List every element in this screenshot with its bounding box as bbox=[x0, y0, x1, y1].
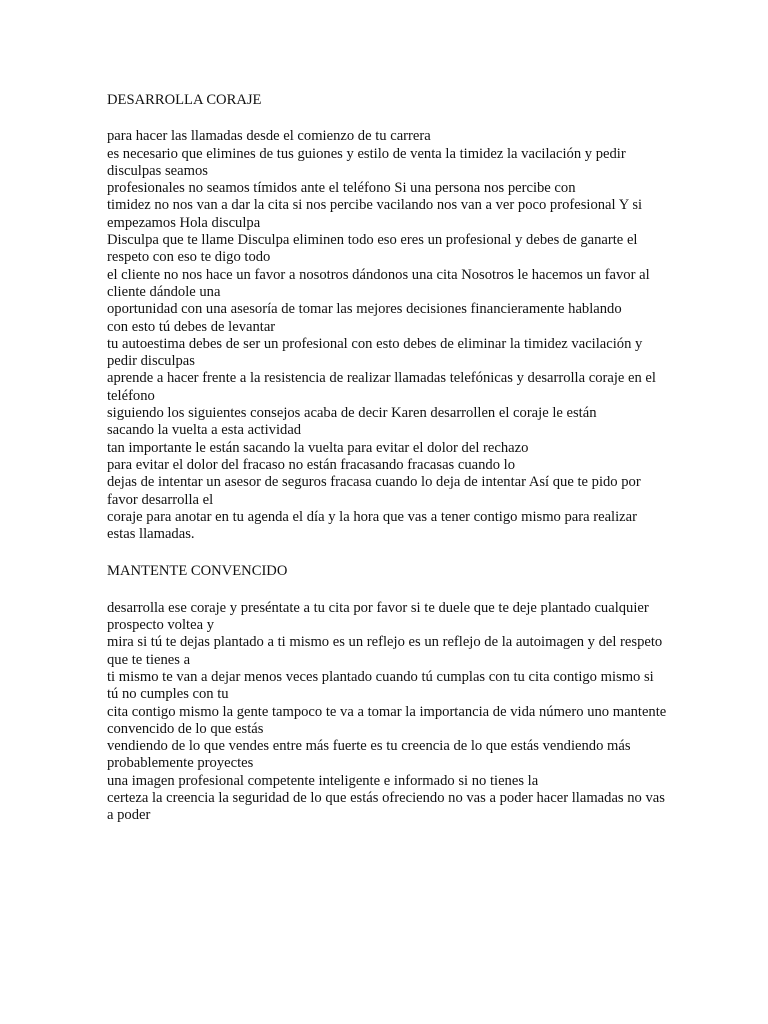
paragraph-line: aprende a hacer frente a la resistencia de realizar llamadas telefónicas y desarrolla coraje en el teléfono bbox=[107, 370, 656, 404]
paragraph-line: una imagen profesional competente inteligente e informado si no tienes la bbox=[107, 772, 539, 789]
paragraph-line: oportunidad con una asesoría de tomar las mejores decisiones financieramente hablando bbox=[107, 301, 622, 318]
spacer bbox=[107, 109, 667, 128]
paragraph-line: tu autoestima debes de ser un profesional con esto debes de eliminar la timidez vacilación y pedir disculpas bbox=[107, 335, 643, 370]
paragraph-line: tan importante le están sacando la vuelta para evitar el dolor del rechazo bbox=[107, 439, 529, 456]
spacer bbox=[107, 543, 667, 563]
paragraph-line: profesionales no seamos tímidos ante el teléfono Si una persona nos percibe con bbox=[107, 180, 576, 197]
paragraph-line: certeza la creencia la seguridad de lo que estás ofreciendo no vas a poder hacer llamadas no vas a poder bbox=[107, 789, 665, 824]
paragraph-line: para hacer las llamadas desde el comienzo de tu carrera bbox=[107, 128, 431, 145]
paragraph-line: cita contigo mismo la gente tampoco te va a tomar la importancia de vida número uno mantente convencido de lo que estás bbox=[107, 703, 667, 737]
spacer bbox=[107, 581, 667, 600]
paragraph-line: siguiendo los siguientes consejos acaba de decir Karen desarrollen el coraje le están bbox=[107, 405, 597, 422]
paragraph-line: timidez no nos van a dar la cita si nos percibe vacilando nos van a ver poco profesional Y si empezamos Hola disculpa bbox=[107, 197, 643, 231]
section-heading-mantente-convencido: MANTENTE CONVENCIDO bbox=[107, 563, 288, 580]
paragraph-line: ti mismo te van a dejar menos veces plantado cuando tú cumplas con tu cita contigo mismo si tú no cumples con tu bbox=[107, 668, 654, 703]
paragraph-line: coraje para anotar en tu agenda el día y la hora que vas a tener contigo mismo para realizar estas llamadas. bbox=[107, 508, 637, 543]
paragraph-line: mira si tú te dejas plantado a ti mismo es un reflejo es un reflejo de la autoimagen y del respeto que te tienes a bbox=[107, 634, 663, 668]
paragraph-line: vendiendo de lo que vendes entre más fuerte es tu creencia de lo que estás vendiendo más probablemente proyectes bbox=[107, 738, 631, 772]
paragraph-line: Disculpa que te llame Disculpa eliminen todo eso eres un profesional y debes de ganarte el respeto con eso te digo todo bbox=[107, 232, 638, 266]
paragraph-line: dejas de intentar un asesor de seguros fracasa cuando lo deja de intentar Así que te pido por favor desarrolla el bbox=[107, 474, 641, 508]
paragraph-line: es necesario que elimines de tus guiones y estilo de venta la timidez la vacilación y pedir disculpas seamos bbox=[107, 145, 626, 179]
paragraph-line: desarrolla ese coraje y preséntate a tu cita por favor si te duele que te deje plantado cualquier prospecto voltea y bbox=[107, 599, 649, 634]
document-body bbox=[107, 92, 667, 825]
paragraph-line: sacando la vuelta a esta actividad bbox=[107, 422, 302, 439]
section-heading-desarrolla-coraje: DESARROLLA CORAJE bbox=[107, 92, 262, 108]
paragraph-line: con esto tú debes de levantar bbox=[107, 318, 276, 335]
paragraph-line: el cliente no nos hace un favor a nosotros dándonos una cita Nosotros le hacemos un favor al cliente dándole una bbox=[107, 266, 650, 300]
paragraph-line: para evitar el dolor del fracaso no están fracasando fracasas cuando lo bbox=[107, 456, 516, 473]
